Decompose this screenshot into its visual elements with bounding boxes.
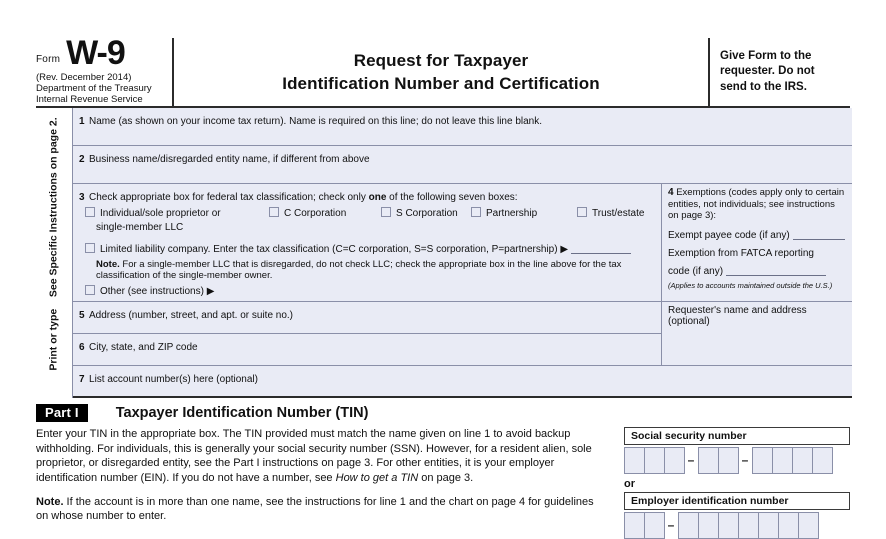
checkbox-icon[interactable] — [85, 207, 95, 217]
checkbox-trust-label: Trust/estate — [592, 208, 645, 219]
line-3-section — [73, 184, 852, 302]
checkbox-llc[interactable] — [85, 241, 631, 255]
exempt-payee-code-row[interactable] — [668, 227, 846, 241]
tin-separator: – — [667, 518, 675, 533]
exempt-payee-code-label: Exempt payee code (if any) — [668, 229, 790, 241]
part-1-para-italic: How to get a TIN — [335, 471, 419, 484]
tin-digit-cell[interactable] — [624, 512, 645, 539]
tin-digit-cell[interactable] — [778, 512, 799, 539]
line-7-label: List account number(s) here (optional) — [89, 373, 258, 385]
llc-classification-input[interactable] — [571, 241, 631, 254]
tin-digit-cell[interactable] — [738, 512, 759, 539]
tin-separator: – — [741, 453, 749, 468]
tin-digit-cell[interactable] — [758, 512, 779, 539]
line-7-number: 7 — [79, 373, 85, 385]
tin-digit-cell[interactable] — [792, 447, 813, 474]
issuing-department — [36, 84, 166, 105]
tin-separator: – — [687, 453, 695, 468]
exemptions-block — [662, 184, 852, 301]
ssn-input-cells[interactable] — [624, 447, 850, 474]
line-2-label: Business name/disregarded entity name, if different from above — [89, 154, 370, 165]
header-left-block — [36, 34, 172, 106]
tax-classification-block — [73, 184, 662, 301]
checkbox-icon[interactable] — [381, 207, 391, 217]
exempt-payee-code-input[interactable] — [793, 227, 845, 240]
checkbox-s-corporation[interactable] — [381, 207, 458, 219]
field-line-1-name[interactable] — [73, 108, 852, 146]
part-1-header — [36, 404, 850, 422]
other-label: Other (see instructions) — [100, 285, 204, 297]
give-form-notice — [710, 38, 850, 106]
checkbox-other[interactable] — [85, 285, 214, 297]
checkbox-c-corp-label: C Corporation — [284, 208, 347, 219]
line-2-number: 2 — [79, 154, 85, 165]
exemptions-number: 4 — [668, 187, 674, 198]
line-3-label-emphasis: one — [368, 192, 387, 203]
tin-digit-cell[interactable] — [624, 447, 645, 474]
fatca-code-input[interactable] — [726, 263, 826, 276]
tin-digit-cell[interactable] — [812, 447, 833, 474]
form-label: Form — [36, 54, 61, 66]
llc-note-text: For a single-member LLC that is disregarded, do not check LLC; check the appropriate box in the line above for the tax classification of the single-member owner. — [96, 259, 622, 282]
form-number-row — [36, 34, 166, 72]
tin-digit-cell[interactable] — [772, 447, 793, 474]
checkbox-icon[interactable] — [85, 285, 95, 295]
checkbox-other-row[interactable] — [79, 285, 661, 301]
line-6-label: City, state, and ZIP code — [89, 341, 198, 353]
form-number: W-9 — [66, 34, 125, 72]
ein-input-cells[interactable] — [624, 512, 850, 539]
field-line-7-account-numbers[interactable] — [73, 366, 852, 398]
header-title-block — [174, 38, 708, 106]
checkbox-icon[interactable] — [269, 207, 279, 217]
form-document — [36, 34, 850, 539]
line-3-heading — [79, 187, 661, 205]
part-1-para-b: on page 3. — [418, 471, 474, 484]
llc-note — [96, 259, 661, 282]
form-body — [36, 106, 850, 398]
give-form-line-1: Give Form to the — [720, 50, 812, 63]
give-form-line-2: requester. Do not — [720, 65, 815, 78]
checkbox-individual-label-line2: single-member LLC — [96, 222, 184, 233]
tin-or-label: or — [624, 477, 635, 490]
other-arrow-icon: ▶ — [206, 285, 215, 297]
sidebar-vertical-text — [48, 117, 60, 370]
part-1-content — [36, 427, 850, 539]
tin-digit-cell[interactable] — [644, 512, 665, 539]
sidebar-vertical-instructions — [36, 108, 72, 398]
part-1-note — [36, 495, 606, 524]
checkbox-s-corp-label: S Corporation — [396, 208, 458, 219]
llc-label: Limited liability company. Enter the tax classification (C=C corporation, S=S corporation, P=partnership) — [100, 244, 558, 255]
address-section — [73, 302, 852, 366]
form-title-line-1: Request for Taxpayer — [353, 50, 529, 70]
tin-digit-cell[interactable] — [752, 447, 773, 474]
field-line-5-address[interactable] — [73, 302, 661, 334]
exemptions-heading — [668, 187, 846, 222]
classification-checkbox-row — [79, 207, 661, 233]
form-fields-grid — [72, 108, 852, 398]
department-line-2: Internal Revenue Service — [36, 93, 143, 105]
department-line-1: Department of the Treasury — [36, 83, 152, 95]
tin-digit-cell[interactable] — [698, 447, 719, 474]
tin-entry-block — [606, 427, 850, 539]
tin-digit-cell[interactable] — [718, 512, 739, 539]
ssn-label-box: Social security number — [624, 427, 850, 445]
llc-note-bold: Note. — [96, 259, 120, 270]
part-1-note-text: If the account is in more than one name, see the instructions for line 1 and the chart on page 4 for guidelines on whose number to enter. — [36, 495, 594, 523]
checkbox-icon[interactable] — [85, 243, 95, 253]
part-1-note-bold: Note. — [36, 495, 64, 508]
tin-digit-cell[interactable] — [664, 447, 685, 474]
ein-label-box: Employer identification number — [624, 492, 850, 510]
checkbox-icon[interactable] — [471, 207, 481, 217]
checkbox-individual-label: Individual/sole proprietor or — [100, 208, 221, 219]
part-1-instructions — [36, 427, 606, 539]
fatca-label-text: Exemption from FATCA reporting — [668, 247, 814, 259]
form-header — [36, 34, 850, 106]
tin-digit-cell[interactable] — [698, 512, 719, 539]
line-1-number: 1 — [79, 116, 85, 127]
tin-digit-cell[interactable] — [718, 447, 739, 474]
line-5-label: Address (number, street, and apt. or suite no.) — [89, 309, 294, 321]
field-requester-name-address[interactable] — [662, 302, 852, 366]
fatca-code-row[interactable] — [668, 263, 846, 277]
requester-label: Requester's name and address (optional) — [668, 304, 807, 327]
tin-digit-cell[interactable] — [678, 512, 699, 539]
form-revision-date: (Rev. December 2014) — [36, 72, 132, 84]
field-line-2-business-name[interactable] — [73, 146, 852, 184]
give-form-line-3: send to the IRS. — [720, 80, 807, 93]
checkbox-icon[interactable] — [577, 207, 587, 217]
line-3-label-a: Check appropriate box for federal tax classification; check only — [89, 192, 369, 203]
line-6-number: 6 — [79, 341, 85, 353]
exemptions-title: Exemptions (codes apply only to certain entities, not individuals; see instructions on page 3): — [668, 187, 845, 222]
checkbox-individual-sole-proprietor[interactable] — [85, 207, 221, 219]
checkbox-partnership-label: Partnership — [486, 208, 538, 219]
line-1-label: Name (as shown on your income tax return). Name is required on this line; do not leave this line blank. — [89, 116, 543, 127]
part-1-para-a: Enter your TIN in the appropriate box. The TIN provided must match the name given on line 1 to avoid backup withholding. For individuals, this is generally your social security number (SSN). However, for a resident alien, sole proprietor, or disregarded entity, see the Part I instructions on page 3. For other entities, it is your employer identification number (EIN). If you do not have a number, see — [36, 427, 592, 484]
field-line-6-city-state-zip[interactable] — [73, 334, 661, 366]
sidebar-see-instructions: See Specific Instructions on page 2. — [48, 117, 61, 298]
checkbox-c-corporation[interactable] — [269, 207, 346, 219]
tin-digit-cell[interactable] — [798, 512, 819, 539]
checkbox-llc-row[interactable] — [79, 241, 661, 257]
fatca-label-line-1 — [668, 248, 846, 259]
checkbox-trust-estate[interactable] — [577, 207, 644, 219]
sidebar-print-or-type: Print or type — [48, 308, 61, 371]
line-3-label-b: of the following seven boxes: — [386, 192, 518, 203]
line-3-number: 3 — [79, 192, 85, 203]
part-1-badge: Part I — [36, 404, 88, 422]
address-left-column — [73, 302, 662, 366]
llc-arrow-icon: ▶ — [560, 244, 569, 255]
part-1-title: Taxpayer Identification Number (TIN) — [115, 404, 369, 421]
tin-digit-cell[interactable] — [644, 447, 665, 474]
exemptions-footnote: (Applies to accounts maintained outside the U.S.) — [668, 280, 833, 290]
line-5-number: 5 — [79, 309, 85, 321]
checkbox-partnership[interactable] — [471, 207, 537, 219]
form-title-line-2: Identification Number and Certification — [282, 73, 600, 93]
part-1-paragraph-1 — [36, 427, 606, 486]
fatca-code-label: code (if any) — [668, 265, 724, 277]
